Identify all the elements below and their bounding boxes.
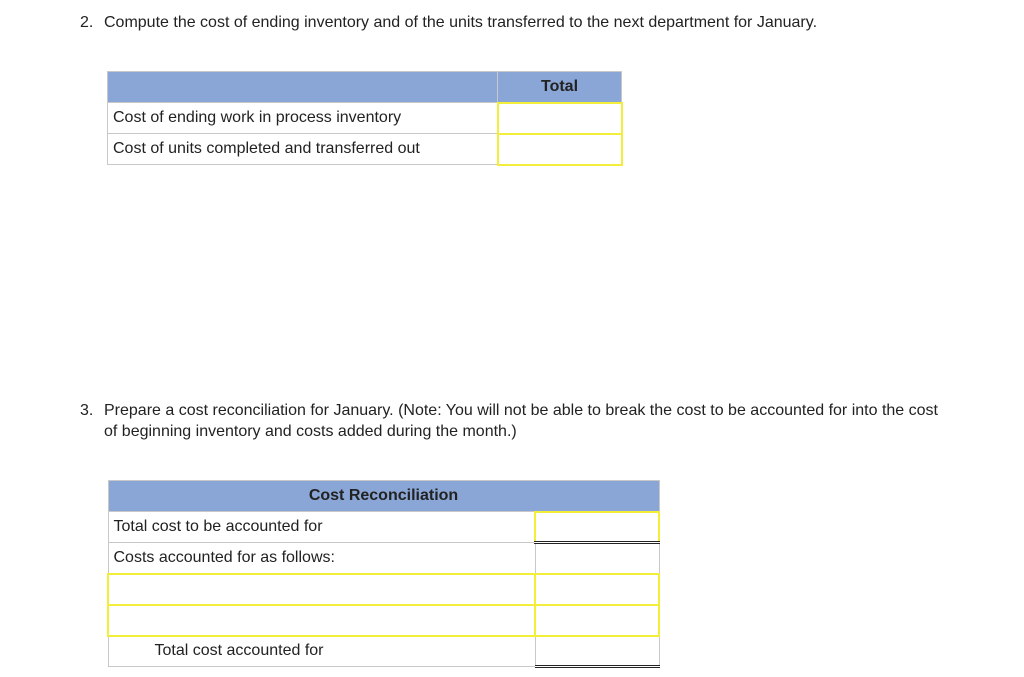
table-row xyxy=(108,134,622,165)
row-label-ending-wip: Cost of ending work in process inventory xyxy=(108,103,498,134)
table-row xyxy=(108,543,659,574)
question-3-text: Prepare a cost reconciliation for January. (Note: You will not be able to break the cost to be accounted for into the cost of beginning inventory and costs added during the month.) xyxy=(104,402,938,440)
table-row xyxy=(108,574,659,605)
question-3-number: 3. xyxy=(80,402,94,419)
table-row xyxy=(108,103,622,134)
header-total: Total xyxy=(498,72,622,103)
table-header-row xyxy=(108,481,659,512)
header-cost-reconciliation: Cost Reconciliation xyxy=(108,481,659,512)
question-2-text: Compute the cost of ending inventory and of the units transferred to the next department for January. xyxy=(104,14,818,31)
cost-line-2-value-input[interactable] xyxy=(535,605,659,636)
table-row xyxy=(108,605,659,636)
blank-cell xyxy=(535,543,659,574)
cost-reconciliation-table xyxy=(107,480,660,668)
question-3 xyxy=(80,400,940,442)
cost-line-1-value-input[interactable] xyxy=(535,574,659,605)
table-row xyxy=(108,512,659,543)
row-label-total-cost-accounted: Total cost accounted for xyxy=(108,636,535,667)
row-label-costs-accounted-as-follows: Costs accounted for as follows: xyxy=(108,543,535,574)
row-label-units-transferred: Cost of units completed and transferred out xyxy=(108,134,498,165)
total-cost-to-account-input[interactable] xyxy=(535,512,659,543)
row-label-total-cost-to-account: Total cost to be accounted for xyxy=(108,512,535,543)
total-cost-accounted-value xyxy=(535,636,659,667)
question-2 xyxy=(80,12,980,33)
table-header-row xyxy=(108,72,622,103)
cost-line-2-label-input[interactable] xyxy=(108,605,535,636)
ending-inventory-table xyxy=(107,71,623,166)
ending-wip-total-input[interactable] xyxy=(498,103,622,134)
question-2-number: 2. xyxy=(80,14,94,31)
cost-line-1-label-input[interactable] xyxy=(108,574,535,605)
units-transferred-total-input[interactable] xyxy=(498,134,622,165)
header-blank-cell xyxy=(108,72,498,103)
table-row xyxy=(108,636,659,667)
